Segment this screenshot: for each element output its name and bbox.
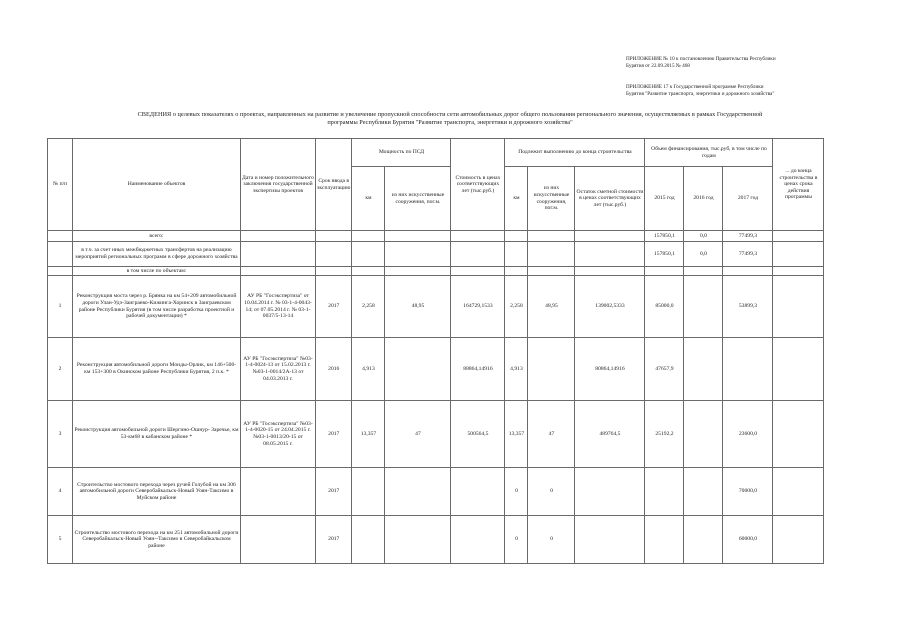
financing-2015: 25192,2 — [645, 401, 684, 468]
header-bridges: из них искусственные сооружения, пог.м. — [385, 167, 451, 231]
row-num: 5 — [48, 516, 73, 564]
header-cost: Стоимость в ценах соответствующих лет (тыс.руб.) — [451, 139, 505, 231]
financing-after — [773, 468, 824, 516]
row-num: 1 — [48, 276, 73, 338]
term: 2017 — [316, 401, 352, 468]
table-row — [48, 276, 824, 338]
header-2017: 2017 год — [723, 167, 773, 231]
expertise-info — [241, 516, 316, 564]
row-num: 4 — [48, 468, 73, 516]
summary-row-transfers — [48, 242, 824, 267]
appendix-line: Бурятия "Развитие транспорта, энергетики и дорожного хозяйства" — [626, 90, 775, 97]
bridges-remaining — [528, 338, 575, 401]
summary-2017: 77499,3 — [723, 231, 773, 242]
object-name: Строительство мостового перехода на км 251 автомобильной дороги Северобайкальск-Новый Уоян--Таксимо в Северобайкальском районе — [73, 516, 241, 564]
appendix-note-1 — [626, 56, 876, 69]
header-expertise: Дата и номер положительного заключения государственной экспертизы проектов — [241, 139, 316, 231]
object-name: Строительство мостового перехода через ручей Голубой на км 306 автомобильной дороги Северобайкальск-Новый Уоян-Таксимо в Муйском районе — [73, 468, 241, 516]
financing-2015 — [645, 468, 684, 516]
km-remaining: 2,258 — [505, 276, 528, 338]
appendix-line: ПРИЛОЖЕНИЕ 17 к Государственной программе Республики — [626, 84, 764, 90]
object-name: Реконструкция автомобильной дороги Монды-Орлик, км 146+500- км 153+300 в Окинском районе Республики Бурятия, 2 п.к. * — [73, 338, 241, 401]
remaining-cost: 80864,14916 — [575, 338, 645, 401]
targets-table — [47, 138, 824, 564]
header-bridges2: из них искусственные сооружения, пог.м. — [528, 167, 575, 231]
summary-row-total — [48, 231, 824, 242]
appendix-line: Бурятия от 22.09.2015 № 468 — [626, 62, 690, 69]
header-completed: Подлежит выполнению до конца строительства — [505, 139, 645, 167]
km: 13,357 — [352, 401, 385, 468]
financing-2016 — [684, 401, 723, 468]
financing-2017: 23600,0 — [723, 401, 773, 468]
object-name: Реконструкция автомобильной дороги Шергино-Ошнур- Заречье, км 53-км68 в кабанском районе * — [73, 401, 241, 468]
bridges-remaining: 48,95 — [528, 276, 575, 338]
financing-after — [773, 516, 824, 564]
remaining-cost: 139002,5333 — [575, 276, 645, 338]
cost: 500564,5 — [451, 401, 505, 468]
table-row — [48, 338, 824, 401]
object-name: Реконструкция моста через р. Брянка на км 54+209 автомобильной дороги Улан-Удэ-Заиграево-Кижинга-Хоринск в Заиграевском районе Республики Бурятия (в том числе разработка проектной и рабочей документации) * — [73, 276, 241, 338]
header-capacity: Мощность по ПСД — [352, 139, 451, 167]
summary-2015: 157850,1 — [645, 242, 684, 267]
bridges — [385, 516, 451, 564]
table-body — [48, 139, 824, 564]
header-term: Срок ввода в эксплуатацию — [316, 139, 352, 231]
remaining-cost — [575, 468, 645, 516]
financing-2017: 60000,0 — [723, 516, 773, 564]
financing-2016 — [684, 516, 723, 564]
row-num: 2 — [48, 338, 73, 401]
summary-2016: 0,0 — [684, 242, 723, 267]
term: 2017 — [316, 516, 352, 564]
financing-2016 — [684, 468, 723, 516]
financing-after — [773, 338, 824, 401]
document-title — [62, 111, 838, 127]
km-remaining: 4,913 — [505, 338, 528, 401]
km: 4,913 — [352, 338, 385, 401]
expertise-info: АУ РБ "Госэкспертиза" от 10.04.2014 г. № 03-1-4-0043-14; от 07.05.2014 г. № 03-1-0037/5-13-14 — [241, 276, 316, 338]
summary-2016: 0,0 — [684, 231, 723, 242]
title-line: СВЕДЕНИЯ о целевых показателях о проектах, направленных на развитие и увеличение пропускной способности сети автомобильных дорог общего пользования регионального значения, осуществляемых в рамках Государственной — [137, 111, 763, 118]
bridges: 47 — [385, 401, 451, 468]
remaining-cost — [575, 516, 645, 564]
financing-2015 — [645, 516, 684, 564]
financing-2015: 47657,9 — [645, 338, 684, 401]
summary-2017: 77499,3 — [723, 242, 773, 267]
header-financing: Объем финансирования, тыс.руб, в том числе по годам — [645, 139, 773, 167]
cost — [451, 468, 505, 516]
header-km2: км — [505, 167, 528, 231]
summary-label: в том числе по объектам: — [73, 267, 241, 276]
header-remaining: Остаток сметной стоимости в ценах соответствующих лет (тыс.руб.) — [575, 167, 645, 231]
table-row — [48, 516, 824, 564]
term: 2017 — [316, 468, 352, 516]
financing-2017 — [723, 338, 773, 401]
cost: 88864,14916 — [451, 338, 505, 401]
financing-2015: 85000,0 — [645, 276, 684, 338]
summary-2015: 157850,1 — [645, 231, 684, 242]
bridges — [385, 468, 451, 516]
bridges-remaining: 0 — [528, 468, 575, 516]
bridges-remaining: 0 — [528, 516, 575, 564]
km — [352, 468, 385, 516]
km: 2,258 — [352, 276, 385, 338]
header-name: Наименование объектов — [73, 139, 241, 231]
summary-label: в т.ч. за счет иных межбюджетных трансфертов на реализацию мероприятий региональных программ в сфере дорожного хозяйства — [73, 242, 241, 267]
bridges-remaining: 47 — [528, 401, 575, 468]
header-after: ... до конца строительства в ценах срока действия программы — [773, 139, 824, 231]
km-remaining: 0 — [505, 516, 528, 564]
bridges — [385, 338, 451, 401]
financing-2016 — [684, 276, 723, 338]
header-num: № п/п — [48, 139, 73, 231]
cost: 164729,1533 — [451, 276, 505, 338]
expertise-info: АУ РБ "Госэкспертиза" №03-1-4-0020-15 от 24.04.2015 г. №03-1-0013/20-15 от 08.05.2015 г. — [241, 401, 316, 468]
financing-after — [773, 276, 824, 338]
km-remaining: 0 — [505, 468, 528, 516]
summary-row-objects — [48, 267, 824, 276]
table-row — [48, 401, 824, 468]
bridges: 48,95 — [385, 276, 451, 338]
expertise-info — [241, 468, 316, 516]
cost — [451, 516, 505, 564]
expertise-info: АУ РБ "Госэкспертиза" №03-1-4-0024-13 от 15.02.2013 г. №03-1-0014/2A-13 от 04.03.2013 г. — [241, 338, 316, 401]
header-2016: 2016 год — [684, 167, 723, 231]
term: 2016 — [316, 338, 352, 401]
financing-2017: 53899,3 — [723, 276, 773, 338]
appendix-note-2 — [626, 84, 876, 97]
title-line: программы Республики Бурятия "Развитие транспорта, энергетики и дорожного хозяйства" — [327, 119, 573, 127]
header-2015: 2015 год — [645, 167, 684, 231]
term: 2017 — [316, 276, 352, 338]
financing-after — [773, 401, 824, 468]
km — [352, 516, 385, 564]
financing-2017: 70000,0 — [723, 468, 773, 516]
header-row-1 — [48, 139, 824, 167]
appendix-line: ПРИЛОЖЕНИЕ № 10 к постановлению Правительства Республики — [626, 56, 776, 62]
table-row — [48, 468, 824, 516]
remaining-cost: 489764,5 — [575, 401, 645, 468]
row-num: 3 — [48, 401, 73, 468]
summary-label: всего: — [73, 231, 241, 242]
header-km: км — [352, 167, 385, 231]
km-remaining: 13,357 — [505, 401, 528, 468]
financing-2016 — [684, 338, 723, 401]
